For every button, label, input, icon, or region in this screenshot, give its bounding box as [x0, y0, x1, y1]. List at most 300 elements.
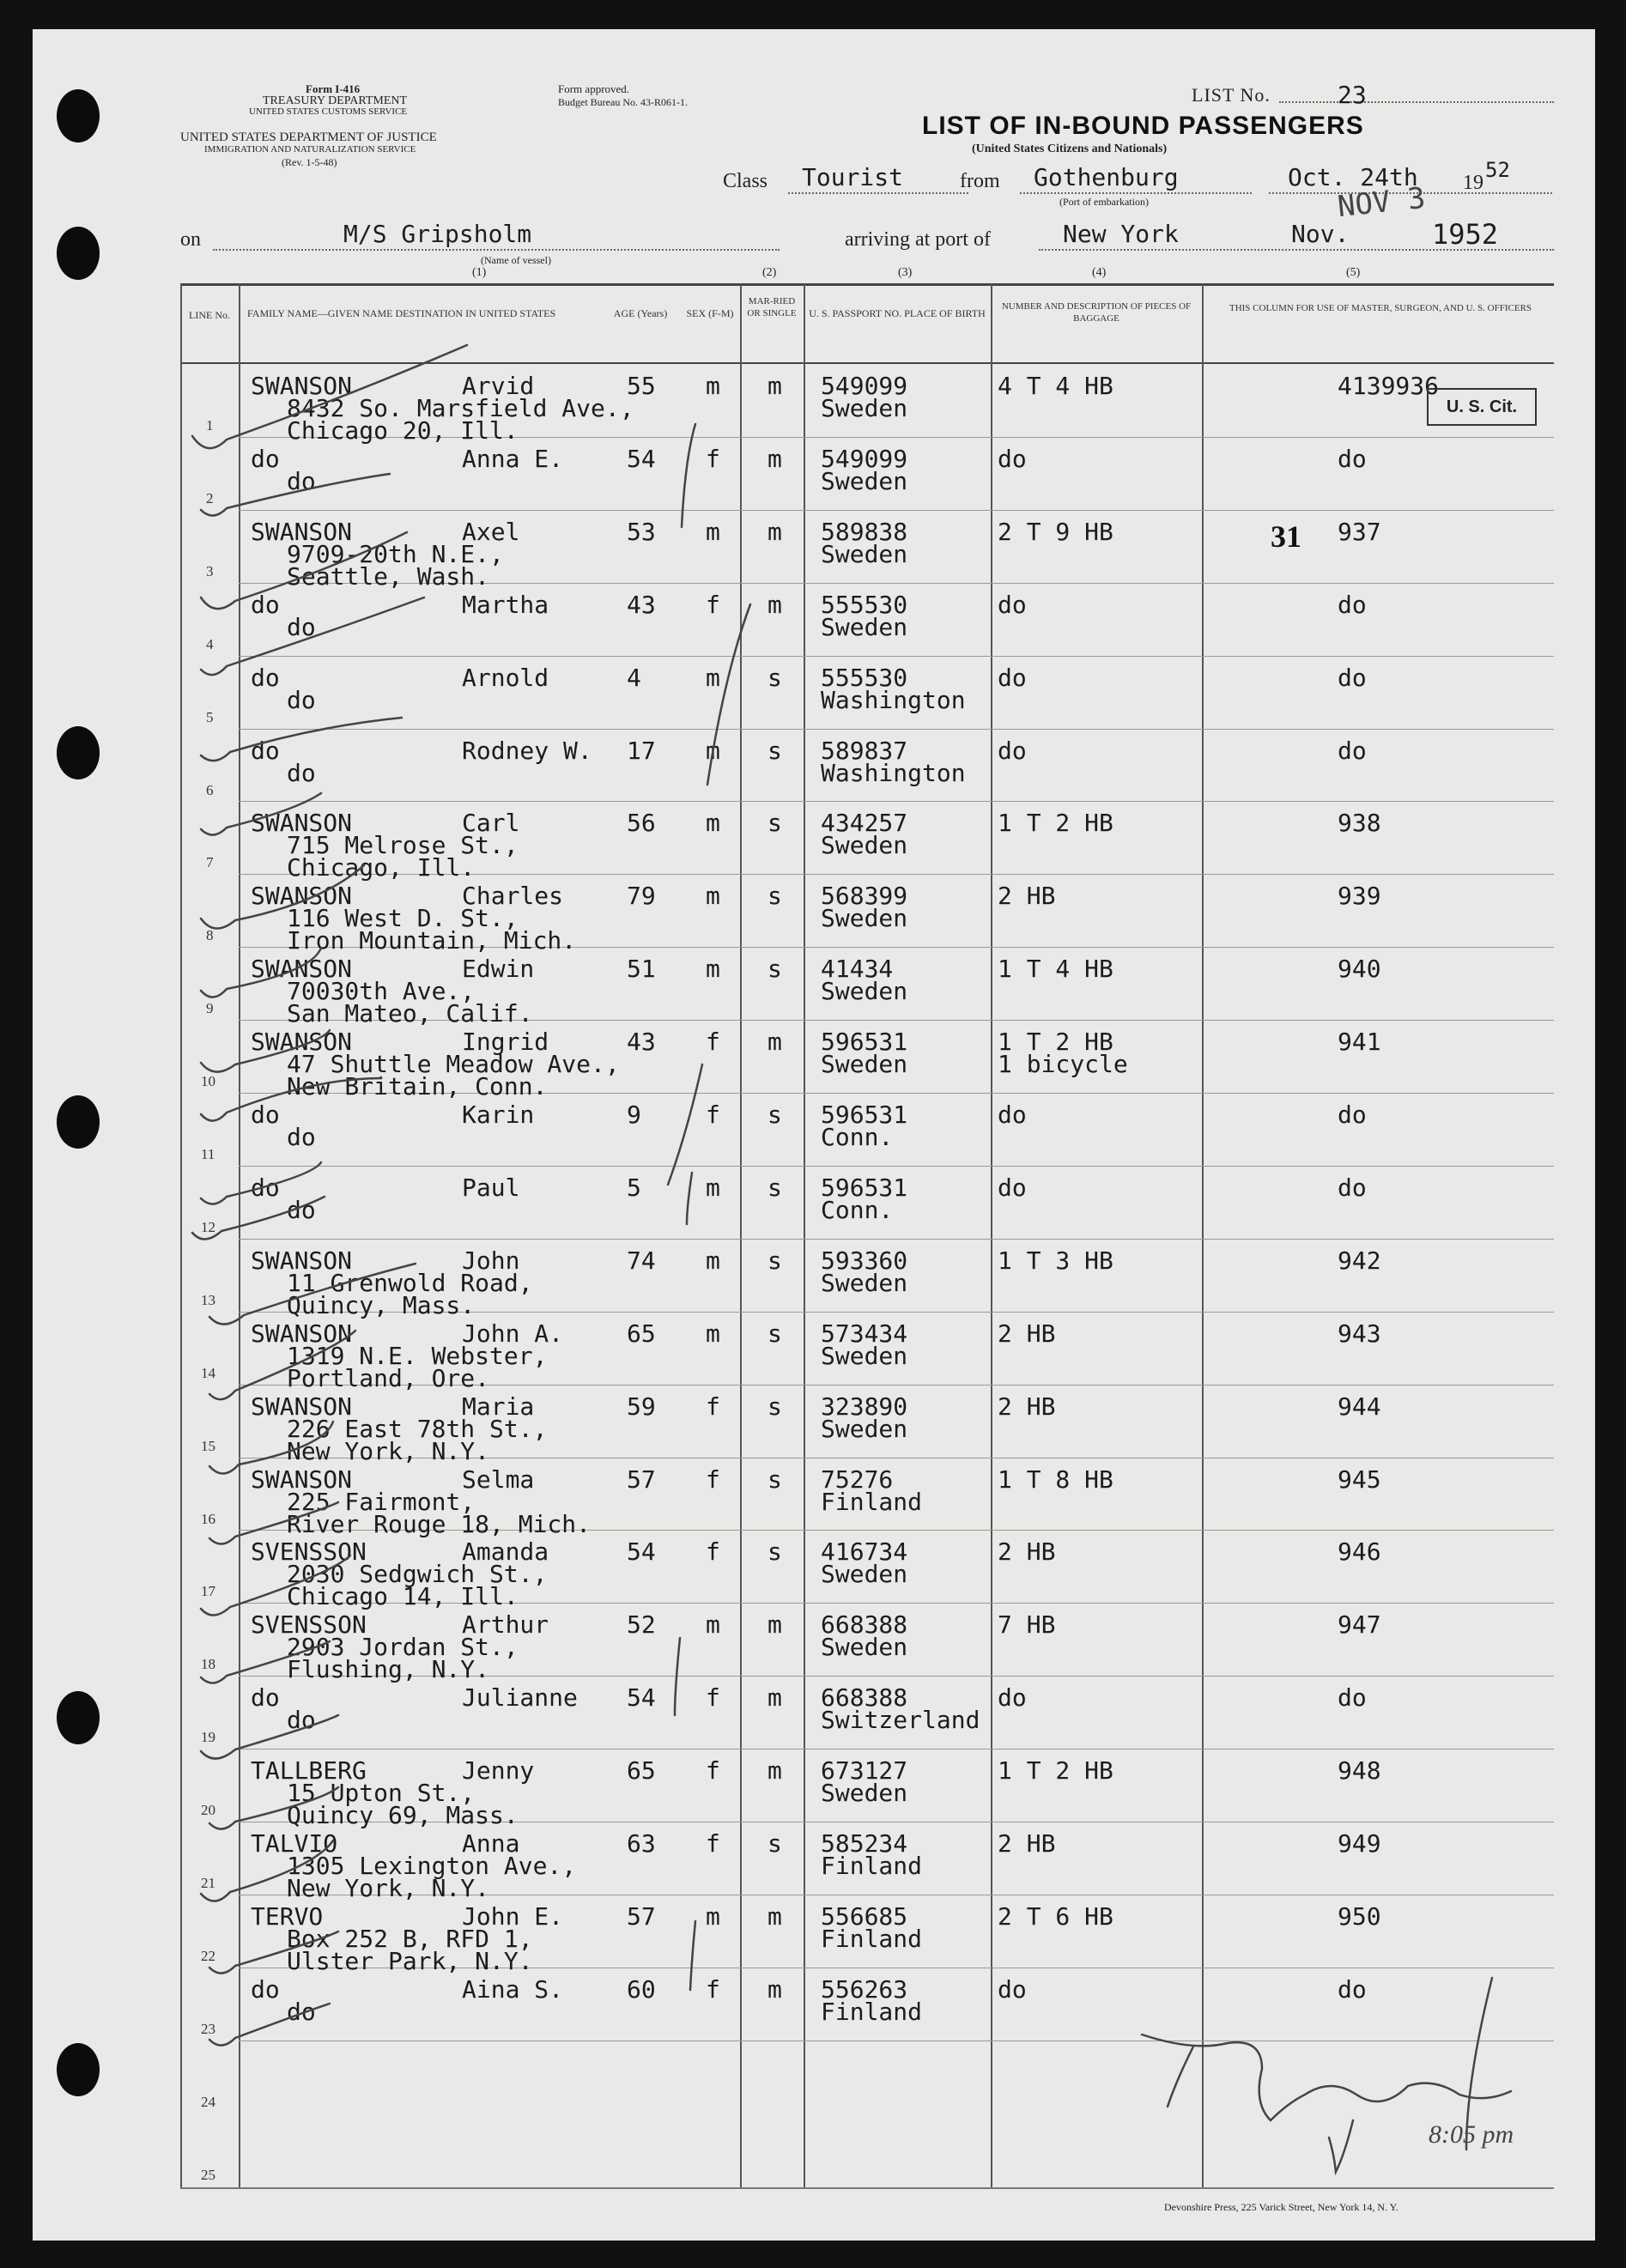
- header-passport: U. S. PASSPORT NO. PLACE OF BIRTH: [809, 307, 986, 319]
- cell-given: Aina S.: [462, 1974, 564, 2004]
- cell-ms: m: [767, 372, 782, 400]
- cell-sex: f: [706, 1756, 720, 1786]
- col-number-3: (3): [898, 266, 913, 279]
- cell-birth: Finland: [821, 1997, 923, 2026]
- rev-label: (Rev. 1-5-48): [282, 156, 337, 168]
- cell-sex: m: [706, 1173, 720, 1202]
- cell-family: SVENSSON: [251, 1610, 367, 1640]
- cell-dest1: 2030 Sedgwich St.,: [287, 1560, 548, 1589]
- col-number-4: (4): [1092, 266, 1107, 279]
- cell-given: Paul: [462, 1173, 520, 1202]
- cell-birth: Sweden: [821, 1414, 908, 1443]
- cell-baggage: do: [998, 736, 1027, 765]
- cell-officer: do: [1338, 1101, 1367, 1129]
- cell-baggage2: 1 bicycle: [998, 1050, 1128, 1079]
- cell-dest1: do: [287, 685, 316, 714]
- class-value: Tourist: [802, 163, 904, 191]
- binder-hole: [57, 227, 100, 280]
- from-label: from: [960, 170, 1000, 192]
- cell-birth: Washington: [821, 758, 966, 787]
- cell-birth: Sweden: [821, 831, 908, 860]
- cell-baggage: 1 T 3 HB: [998, 1246, 1113, 1275]
- line-number: 24: [201, 2093, 215, 2110]
- cell-family: SWANSON: [251, 1028, 353, 1057]
- cell-given: Amanda: [462, 1537, 549, 1567]
- cell-age: 60: [627, 1974, 656, 2004]
- cell-officer: 938: [1338, 809, 1381, 838]
- cell-dest1: 70030th Ave.,: [287, 977, 476, 1006]
- cell-birth: Conn.: [821, 1123, 894, 1151]
- cell-ms: s: [767, 955, 782, 984]
- binder-hole: [57, 1691, 100, 1744]
- departure-date: Oct. 24th: [1288, 163, 1418, 191]
- cell-baggage: 1 T 2 HB: [998, 1028, 1113, 1057]
- cell-dest2: Quincy 69, Mass.: [287, 1801, 519, 1830]
- cell-dest2: New York, N.Y.: [287, 1436, 490, 1465]
- cell-family: do: [251, 663, 280, 692]
- cell-sex: f: [706, 444, 720, 473]
- line-number: 11: [201, 1146, 215, 1162]
- cell-sex: m: [706, 1610, 720, 1640]
- line-number: 2: [206, 489, 214, 506]
- cell-family: TALLBERG: [251, 1756, 367, 1786]
- cell-officer: 948: [1338, 1756, 1381, 1786]
- cell-ms: m: [767, 444, 782, 473]
- cell-baggage: do: [998, 1683, 1027, 1713]
- arriving-label: arriving at port of: [845, 228, 991, 251]
- cell-baggage: 1 T 4 HB: [998, 955, 1113, 984]
- cell-family: SVENSSON: [251, 1537, 367, 1567]
- ins-label: IMMIGRATION AND NATURALIZATION SERVICE: [204, 144, 416, 155]
- cell-officer: 949: [1338, 1829, 1381, 1858]
- cell-officer: do: [1338, 590, 1367, 619]
- cell-given: Rodney W.: [462, 736, 592, 765]
- cell-birth: Sweden: [821, 1268, 908, 1297]
- cell-sex: f: [706, 1537, 720, 1567]
- cell-baggage: 4 T 4 HB: [998, 372, 1113, 400]
- cell-officer: do: [1338, 1173, 1367, 1202]
- cell-ms: m: [767, 1974, 782, 2004]
- cell-baggage: do: [998, 1173, 1027, 1202]
- cell-birth: Sweden: [821, 1050, 908, 1079]
- justice-label: UNITED STATES DEPARTMENT OF JUSTICE: [180, 130, 437, 144]
- cell-passport: 589838: [821, 517, 908, 546]
- cell-dest2: Flushing, N.Y.: [287, 1655, 490, 1684]
- cell-family: SWANSON: [251, 1392, 353, 1421]
- col-number-1: (1): [472, 266, 487, 279]
- cell-age: 59: [627, 1392, 656, 1421]
- cell-baggage: 1 T 2 HB: [998, 1756, 1113, 1786]
- cell-age: 65: [627, 1756, 656, 1786]
- arrival-date: Nov.: [1291, 220, 1350, 248]
- cell-passport: 568399: [821, 882, 908, 911]
- cell-ms: m: [767, 590, 782, 619]
- cell-ms: s: [767, 1537, 782, 1567]
- cell-dest1: 47 Shuttle Meadow Ave.,: [287, 1050, 620, 1079]
- cell-passport: 555530: [821, 590, 908, 619]
- cell-given: Selma: [462, 1464, 535, 1494]
- line-number: 17: [201, 1583, 215, 1600]
- cell-passport: 556263: [821, 1974, 908, 2004]
- cell-ms: m: [767, 1683, 782, 1713]
- line-number: 9: [206, 1000, 214, 1017]
- cell-officer: 937: [1338, 517, 1381, 546]
- header-married: MAR-RIED OR SINGLE: [747, 296, 797, 318]
- cell-age: 55: [627, 372, 656, 400]
- cell-birth: Sweden: [821, 1779, 908, 1808]
- from-value: Gothenburg: [1034, 163, 1179, 191]
- cell-given: Carl: [462, 809, 520, 838]
- header-line-no: LINE No.: [189, 309, 230, 321]
- line-number: 1: [206, 417, 214, 434]
- cell-age: 43: [627, 590, 656, 619]
- line-number: 10: [201, 1073, 215, 1090]
- cell-baggage: do: [998, 444, 1027, 473]
- line-number: 8: [206, 927, 214, 944]
- on-label: on: [180, 228, 201, 251]
- cell-officer: 950: [1338, 1901, 1381, 1931]
- cell-given: Jenny: [462, 1756, 535, 1786]
- cell-family: TALVIO: [251, 1829, 338, 1858]
- cell-dest1: do: [287, 612, 316, 641]
- cell-dest2: Seattle, Wash.: [287, 561, 490, 591]
- cell-ms: m: [767, 1901, 782, 1931]
- cell-sex: m: [706, 955, 720, 984]
- binder-hole: [57, 2043, 100, 2096]
- cell-passport: 41434: [821, 955, 894, 984]
- cell-passport: 585234: [821, 1829, 908, 1858]
- line-number: 16: [201, 1510, 215, 1527]
- cell-dest2: Quincy, Mass.: [287, 1290, 476, 1319]
- cell-dest2: Ulster Park, N.Y.: [287, 1946, 533, 1975]
- header-name: FAMILY NAME—GIVEN NAME DESTINATION IN UNITED STATES: [247, 307, 556, 319]
- cell-family: SWANSON: [251, 955, 353, 984]
- cell-birth: Switzerland: [821, 1706, 980, 1735]
- cell-birth: Sweden: [821, 1341, 908, 1370]
- cell-baggage: do: [998, 590, 1027, 619]
- line-number: 12: [201, 1218, 215, 1235]
- line-number: 20: [201, 1802, 215, 1819]
- cell-officer: 942: [1338, 1246, 1381, 1275]
- cell-officer: do: [1338, 663, 1367, 692]
- cell-dest2: Portland, Ore.: [287, 1363, 490, 1392]
- cell-ms: s: [767, 1829, 782, 1858]
- cell-family: SWANSON: [251, 1246, 353, 1275]
- cell-given: Charles: [462, 882, 564, 911]
- cell-officer: 939: [1338, 882, 1381, 911]
- cell-officer: 940: [1338, 955, 1381, 984]
- cell-ms: s: [767, 1319, 782, 1348]
- cell-dest1: Box 252 B, RFD 1,: [287, 1924, 533, 1953]
- header-age: AGE (Years): [613, 307, 668, 319]
- cell-birth: Sweden: [821, 394, 908, 422]
- cell-sex: m: [706, 517, 720, 546]
- cell-birth: Finland: [821, 1487, 923, 1516]
- cell-baggage: do: [998, 1101, 1027, 1129]
- cell-birth: Sweden: [821, 904, 908, 933]
- form-number: Form I-416: [306, 82, 361, 95]
- page-title: LIST OF IN-BOUND PASSENGERS: [922, 112, 1364, 140]
- vessel-name: M/S Gripsholm: [343, 220, 532, 248]
- cell-birth: Finland: [821, 1924, 923, 1953]
- departure-year-prefix: 19: [1463, 172, 1483, 194]
- line-number: 5: [206, 708, 214, 725]
- line-number: 15: [201, 1437, 215, 1454]
- cell-dest1: 11 Grenwold Road,: [287, 1268, 533, 1297]
- cell-age: 4: [627, 663, 641, 692]
- cell-ms: s: [767, 1101, 782, 1129]
- line-number: 18: [201, 1656, 215, 1673]
- cell-baggage: 2 T 9 HB: [998, 517, 1113, 546]
- cell-dest1: 1305 Lexington Ave.,: [287, 1852, 577, 1880]
- cell-officer: do: [1338, 1683, 1367, 1713]
- line-number: 4: [206, 635, 214, 652]
- arrival-port: New York: [1063, 220, 1179, 248]
- header-officers: THIS COLUMN FOR USE OF MASTER, SURGEON, AND U. S. OFFICERS: [1229, 303, 1532, 313]
- cell-given: Edwin: [462, 955, 535, 984]
- cell-dest1: 225 Fairmont,: [287, 1487, 476, 1516]
- cell-birth: Sweden: [821, 612, 908, 641]
- cell-sex: m: [706, 663, 720, 692]
- line-number: 19: [201, 1729, 215, 1746]
- cell-baggage: 1 T 2 HB: [998, 809, 1113, 838]
- cell-family: SWANSON: [251, 809, 353, 838]
- cell-dest1: 226 East 78th St.,: [287, 1414, 548, 1443]
- cell-given: Arnold: [462, 663, 549, 692]
- cell-dest1: 1319 N.E. Webster,: [287, 1341, 548, 1370]
- cell-ms: m: [767, 1028, 782, 1057]
- cell-given: John A.: [462, 1319, 564, 1348]
- cell-family: SWANSON: [251, 882, 353, 911]
- cell-baggage: 7 HB: [998, 1610, 1056, 1640]
- cell-officer: do: [1338, 1974, 1367, 2004]
- cell-age: 54: [627, 1537, 656, 1567]
- cell-birth: Sweden: [821, 1633, 908, 1662]
- cell-sex: m: [706, 809, 720, 838]
- cell-dest1: do: [287, 1706, 316, 1735]
- cell-given: Ingrid: [462, 1028, 549, 1057]
- cell-sex: m: [706, 1901, 720, 1931]
- cell-passport: 555530: [821, 663, 908, 692]
- line-number: 23: [201, 2020, 215, 2037]
- cell-passport: 596531: [821, 1028, 908, 1057]
- cell-given: Anna E.: [462, 444, 564, 473]
- cell-birth: Sweden: [821, 539, 908, 568]
- cell-dest2: River Rouge 18, Mich.: [287, 1509, 592, 1538]
- cell-sex: m: [706, 1319, 720, 1348]
- cell-age: 9: [627, 1101, 641, 1129]
- cell-family: SWANSON: [251, 372, 353, 400]
- cell-sex: m: [706, 1246, 720, 1275]
- line-number: 22: [201, 1947, 215, 1964]
- cell-sex: f: [706, 1101, 720, 1129]
- cell-baggage: do: [998, 663, 1027, 692]
- cell-sex: f: [706, 590, 720, 619]
- cell-age: 52: [627, 1610, 656, 1640]
- cell-officer: 943: [1338, 1319, 1381, 1348]
- cell-ms: m: [767, 517, 782, 546]
- cell-passport: 549099: [821, 444, 908, 473]
- customs-label: UNITED STATES CUSTOMS SERVICE: [249, 106, 408, 117]
- cell-family: do: [251, 590, 280, 619]
- cell-baggage: do: [998, 1974, 1027, 2004]
- cell-family: do: [251, 1101, 280, 1129]
- cell-ms: s: [767, 736, 782, 765]
- col-number-5: (5): [1346, 266, 1361, 279]
- cell-age: 65: [627, 1319, 656, 1348]
- cell-baggage: 2 HB: [998, 1537, 1056, 1567]
- cell-age: 54: [627, 1683, 656, 1713]
- cell-officer: 941: [1338, 1028, 1381, 1057]
- cell-birth: Sweden: [821, 1560, 908, 1589]
- annotation-31: 31: [1271, 519, 1301, 554]
- cell-baggage: 2 T 6 HB: [998, 1901, 1113, 1931]
- cell-given: Axel: [462, 517, 520, 546]
- cell-sex: f: [706, 1829, 720, 1858]
- line-number: 3: [206, 562, 214, 579]
- vessel-note: (Name of vessel): [481, 254, 551, 266]
- manifest-page: [33, 29, 1595, 2241]
- cell-given: Maria: [462, 1392, 535, 1421]
- cell-ms: s: [767, 1246, 782, 1275]
- cell-birth: Sweden: [821, 466, 908, 495]
- cell-given: John: [462, 1246, 520, 1275]
- cell-sex: m: [706, 882, 720, 911]
- cell-age: 5: [627, 1173, 641, 1202]
- cell-dest2: New York, N.Y.: [287, 1874, 490, 1902]
- cell-given: Anna: [462, 1829, 520, 1858]
- list-number: 23: [1338, 81, 1367, 109]
- list-no-label: LIST No.: [1192, 84, 1271, 106]
- cell-family: SWANSON: [251, 1464, 353, 1494]
- col-number-2: (2): [762, 266, 777, 279]
- cell-age: 74: [627, 1246, 656, 1275]
- cell-sex: f: [706, 1392, 720, 1421]
- binder-hole: [57, 1095, 100, 1149]
- cell-passport: 549099: [821, 372, 908, 400]
- cell-officer: do: [1338, 736, 1367, 765]
- cell-ms: s: [767, 1464, 782, 1494]
- cell-officer: 946: [1338, 1537, 1381, 1567]
- cell-ms: s: [767, 663, 782, 692]
- departure-year: 52: [1485, 158, 1510, 182]
- cell-age: 56: [627, 809, 656, 838]
- cell-birth: Sweden: [821, 977, 908, 1006]
- cell-passport: 668388: [821, 1610, 908, 1640]
- cell-officer: 945: [1338, 1464, 1381, 1494]
- cell-dest2: San Mateo, Calif.: [287, 999, 533, 1028]
- arrival-year: 1952: [1432, 218, 1499, 251]
- cell-passport: 75276: [821, 1464, 894, 1494]
- cell-dest1: 8432 So. Marsfield Ave.,: [287, 394, 634, 422]
- cell-baggage: 1 T 8 HB: [998, 1464, 1113, 1494]
- cell-passport: 323890: [821, 1392, 908, 1421]
- line-number: 21: [201, 1875, 215, 1891]
- cell-sex: f: [706, 1974, 720, 2004]
- line-number: 6: [206, 781, 214, 798]
- cell-dest2: Chicago, Ill.: [287, 853, 476, 882]
- cell-age: 63: [627, 1829, 656, 1858]
- cell-age: 17: [627, 736, 656, 765]
- cell-dest2: Chicago 20, Ill.: [287, 416, 519, 445]
- cell-given: John E.: [462, 1901, 564, 1931]
- cell-baggage: 2 HB: [998, 1392, 1056, 1421]
- cell-officer: do: [1338, 444, 1367, 473]
- cell-family: do: [251, 1974, 280, 2004]
- cell-family: do: [251, 1683, 280, 1713]
- cell-dest1: 2903 Jordan St.,: [287, 1633, 519, 1662]
- cell-family: SWANSON: [251, 1319, 353, 1348]
- port-embarkation-note: (Port of embarkation): [1059, 196, 1149, 208]
- cell-sex: f: [706, 1683, 720, 1713]
- cell-baggage: 2 HB: [998, 1829, 1056, 1858]
- cell-age: 79: [627, 882, 656, 911]
- cell-dest2: Iron Mountain, Mich.: [287, 926, 577, 955]
- cell-birth: Finland: [821, 1852, 923, 1880]
- cell-family: SWANSON: [251, 517, 353, 546]
- class-label: Class: [723, 170, 768, 192]
- cell-age: 51: [627, 955, 656, 984]
- cell-family: do: [251, 736, 280, 765]
- cell-passport: 596531: [821, 1173, 908, 1202]
- cell-dest1: do: [287, 1997, 316, 2026]
- cell-given: Julianne: [462, 1683, 578, 1713]
- cell-dest1: do: [287, 466, 316, 495]
- header-baggage: NUMBER AND DESCRIPTION OF PIECES OF BAGGAGE: [1001, 301, 1192, 324]
- cell-ms: m: [767, 1756, 782, 1786]
- cell-given: Arthur: [462, 1610, 549, 1640]
- printer-footer: Devonshire Press, 225 Varick Street, New York 14, N. Y.: [1164, 2201, 1398, 2213]
- cell-passport: 416734: [821, 1537, 908, 1567]
- line-number: 14: [201, 1364, 215, 1381]
- binder-hole: [57, 89, 100, 143]
- cell-officer: 947: [1338, 1610, 1381, 1640]
- form-approved: Form approved.: [558, 82, 630, 95]
- cell-sex: m: [706, 372, 720, 400]
- budget-bureau: Budget Bureau No. 43-R061-1.: [558, 96, 688, 108]
- line-number: 7: [206, 854, 214, 871]
- cell-passport: 673127: [821, 1756, 908, 1786]
- cell-birth: Conn.: [821, 1195, 894, 1224]
- cell-officer: 944: [1338, 1392, 1381, 1421]
- cell-baggage: 2 HB: [998, 1319, 1056, 1348]
- cell-dest1: do: [287, 1195, 316, 1224]
- cell-ms: s: [767, 882, 782, 911]
- cell-dest1: 9709-20th N.E.,: [287, 539, 504, 568]
- cell-age: 53: [627, 517, 656, 546]
- date-stamp: NOV 3: [1336, 180, 1428, 225]
- cell-given: Arvid: [462, 372, 535, 400]
- cell-given: Martha: [462, 590, 549, 619]
- page-subtitle: (United States Citizens and Nationals): [972, 143, 1168, 155]
- cell-dest1: 116 West D. St.,: [287, 904, 519, 933]
- cell-age: 43: [627, 1028, 656, 1057]
- cell-family: do: [251, 1173, 280, 1202]
- us-citizen-stamp: U. S. Cit.: [1427, 388, 1537, 426]
- cell-sex: m: [706, 736, 720, 765]
- cell-sex: f: [706, 1464, 720, 1494]
- cell-age: 54: [627, 444, 656, 473]
- cell-ms: s: [767, 809, 782, 838]
- cell-ms: s: [767, 1392, 782, 1421]
- cell-passport: 589837: [821, 736, 908, 765]
- cell-dest2: New Britain, Conn.: [287, 1072, 548, 1101]
- line-number: 25: [201, 2166, 215, 2183]
- cell-passport: 593360: [821, 1246, 908, 1275]
- cell-passport: 434257: [821, 809, 908, 838]
- treasury-label: TREASURY DEPARTMENT: [263, 94, 408, 107]
- cell-passport: 596531: [821, 1101, 908, 1129]
